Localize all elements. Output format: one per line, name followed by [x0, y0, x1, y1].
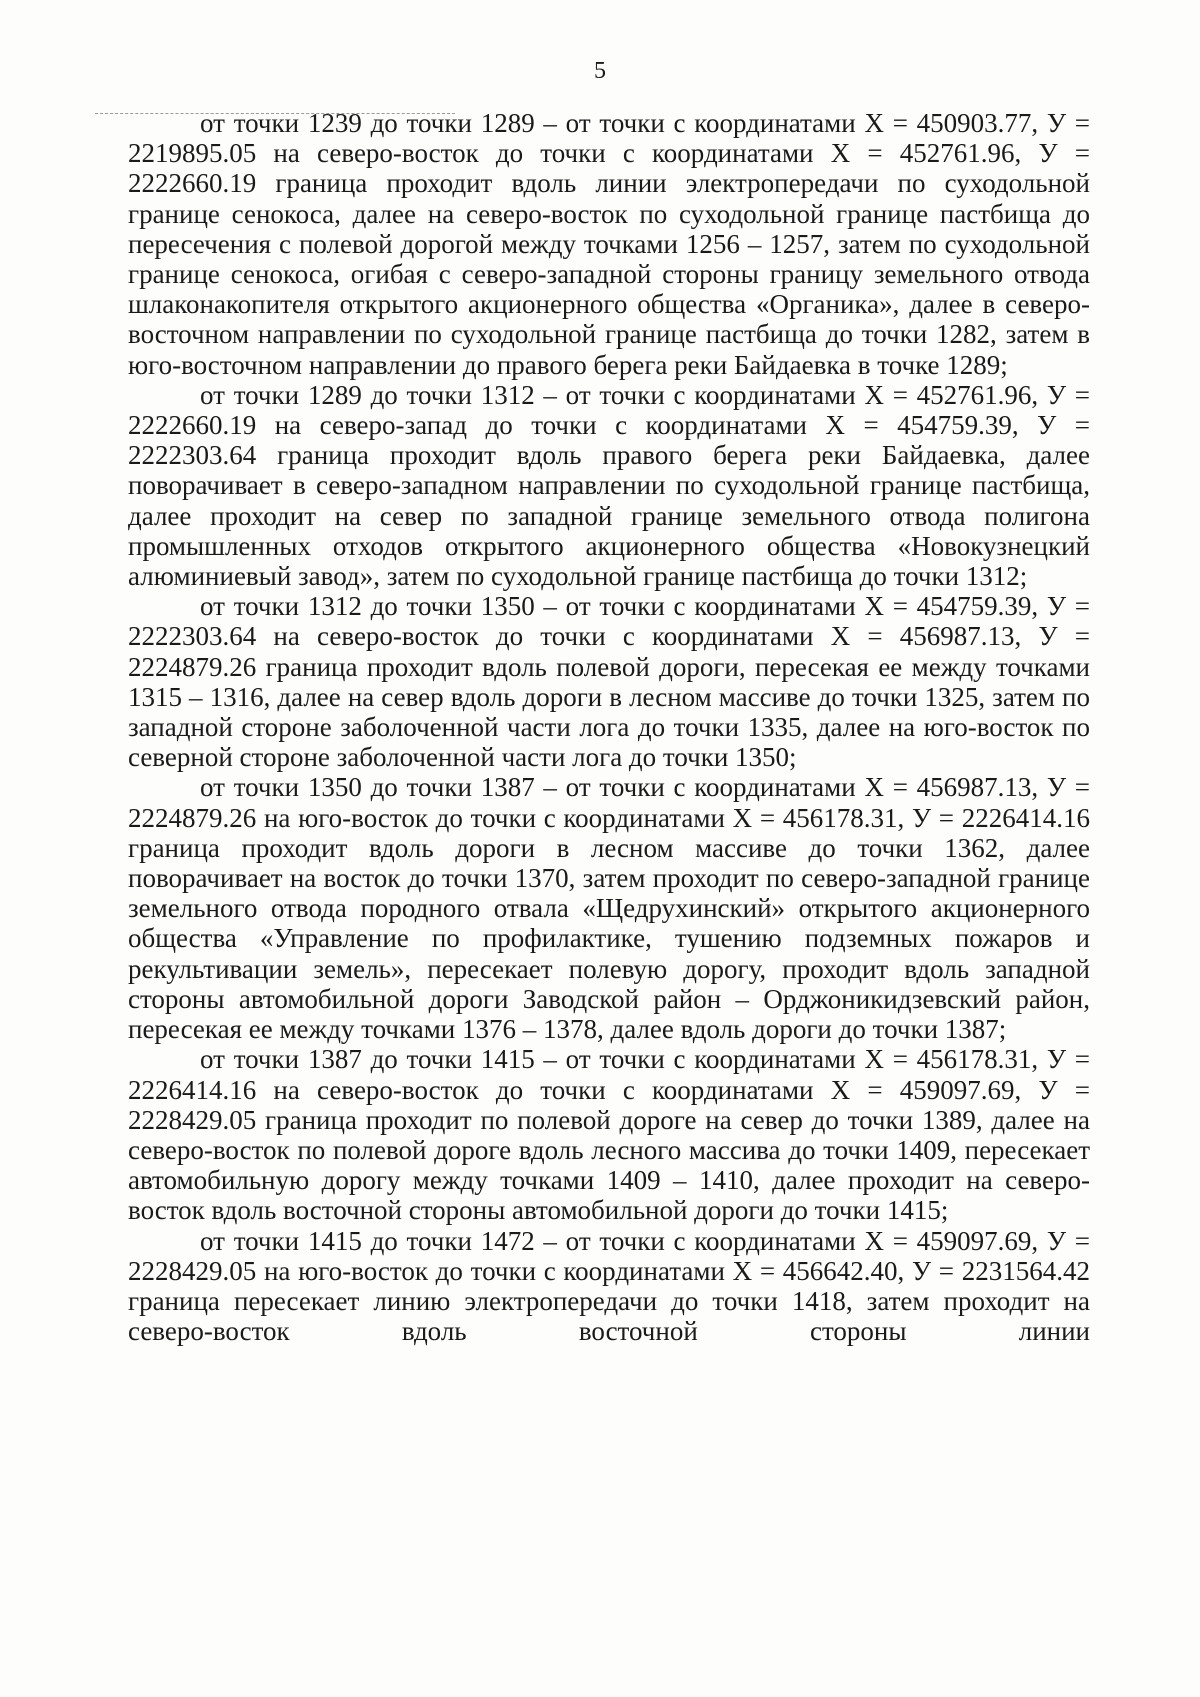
paragraph-boundary-1387-1415: от точки 1387 до точки 1415 – от точки с координатами X = 456178.31, У = 2226414.16 на северо-восток до точки с координатами X = 459097.69, У = 2228429.05 граница проходит по полевой дороге на север до точки 1389, далее на северо-восток по полевой дороге вдоль лесного массива до точки 1409, пересекает автомобильную дорогу между точками 1409 – 1410, далее проходит на северо-восток вдоль восточной стороны автомобильной дороги до точки 1415;	[128, 1044, 1090, 1226]
paragraph-boundary-1239-1289: от точки 1239 до точки 1289 – от точки с координатами X = 450903.77, У = 2219895.05 на северо-восток до точки с координатами X = 452761.96, У = 2222660.19 граница проходит вдоль линии электропередачи по суходольной границе сенокоса, далее на северо-восток по суходольной границе пастбища до пересечения с полевой дорогой между точками 1256 – 1257, затем по суходольной границе сенокоса, огибая с северо-западной стороны границу земельного отвода шлаконакопителя открытого акционерного общества «Органика», далее в северо-восточном направлении по суходольной границе пастбища до точки 1282, затем в юго-восточном направлении до правого берега реки Байдаевка в точке 1289;	[128, 108, 1090, 380]
page-number: 5	[594, 58, 606, 84]
paragraph-boundary-1289-1312: от точки 1289 до точки 1312 – от точки с координатами X = 452761.96, У = 2222660.19 на северо-запад до точки с координатами X = 454759.39, У = 2222303.64 граница проходит вдоль правого берега реки Байдаевка, далее поворачивает в северо-западном направлении по суходольной границе пастбища, далее проходит на север по западной границе земельного отвода полигона промышленных отходов открытого акционерного общества «Новокузнецкий алюминиевый завод», затем по суходольной границе пастбища до точки 1312;	[128, 379, 1090, 592]
document-body	[128, 108, 1090, 1346]
paragraph-boundary-1350-1387: от точки 1350 до точки 1387 – от точки с координатами X = 456987.13, У = 2224879.26 на юго-восток до точки с координатами X = 456178.31, У = 2226414.16 граница проходит вдоль дороги в лесном массиве до точки 1362, далее поворачивает на восток до точки 1370, затем проходит по северо-западной границе земельного отвода породного отвала «Щедрухинский» открытого акционерного общества «Управление по профилактике, тушению подземных пожаров и рекультивации земель», пересекает полевую дорогу, проходит вдоль западной стороны автомобильной дороги Заводской район – Орджоникидзевский район, пересекая ее между точками 1376 – 1378, далее вдоль дороги до точки 1387;	[128, 772, 1090, 1045]
paragraph-boundary-1312-1350: от точки 1312 до точки 1350 – от точки с координатами X = 454759.39, У = 2222303.64 на северо-восток до точки с координатами X = 456987.13, У = 2224879.26 граница проходит вдоль полевой дороги, пересекая ее между точками 1315 – 1316, далее на север вдоль дороги в лесном массиве до точки 1325, затем по западной стороне заболоченной части лога до точки 1335, далее на юго-восток по северной стороне заболоченной части лога до точки 1350;	[128, 591, 1090, 773]
paragraph-boundary-1415-1472: от точки 1415 до точки 1472 – от точки с координатами X = 459097.69, У = 2228429.05 на юго-восток до точки с координатами X = 456642.40, У = 2231564.42 граница пересекает линию электропередачи до точки 1418, затем проходит на северо-восток вдоль восточной стороны линии	[128, 1225, 1090, 1347]
